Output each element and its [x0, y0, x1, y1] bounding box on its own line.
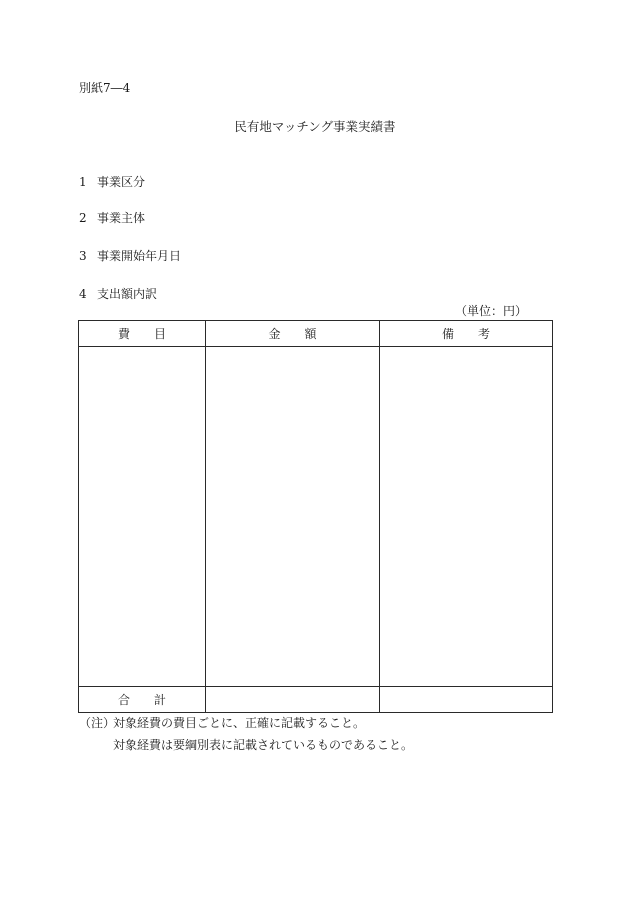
- expense-item-cell: [79, 347, 206, 687]
- table-total-row: [79, 687, 553, 713]
- document-title: 民有地マッチング事業実績書: [234, 119, 396, 134]
- header-expense-item: 費 目: [79, 321, 206, 347]
- annex-label: 別紙7―4: [79, 81, 131, 95]
- unit-label: （単位：円）: [454, 304, 527, 318]
- note-marker: （注）: [79, 716, 116, 730]
- section-business-entity: [79, 212, 145, 224]
- header-remarks: 備 考: [380, 321, 553, 347]
- amount-cell: [206, 347, 380, 687]
- section-expenditure-breakdown: [79, 288, 157, 300]
- remarks-cell: [380, 347, 553, 687]
- section-business-category: [79, 176, 145, 188]
- section-number: 3: [79, 249, 87, 263]
- section-start-date: [79, 250, 181, 262]
- table-body-row: [79, 347, 553, 687]
- header-amount: 金 額: [206, 321, 380, 347]
- section-number: 4: [79, 287, 87, 301]
- total-remarks-cell: [380, 687, 553, 713]
- section-label: 事業開始年月日: [97, 249, 182, 263]
- note-line: 対象経費は要綱別表に記載されているものであること。: [113, 738, 414, 752]
- section-label: 支出額内訳: [97, 287, 158, 301]
- table-header-row: [79, 321, 553, 347]
- section-label: 事業区分: [97, 175, 146, 189]
- note-line: 対象経費の費目ごとに、正確に記載すること。: [113, 716, 366, 730]
- expenditure-table: [78, 320, 553, 713]
- section-number: 1: [79, 175, 87, 189]
- total-amount-cell: [206, 687, 380, 713]
- section-number: 2: [79, 211, 87, 225]
- section-label: 事業主体: [97, 211, 146, 225]
- total-label: 合 計: [79, 687, 206, 713]
